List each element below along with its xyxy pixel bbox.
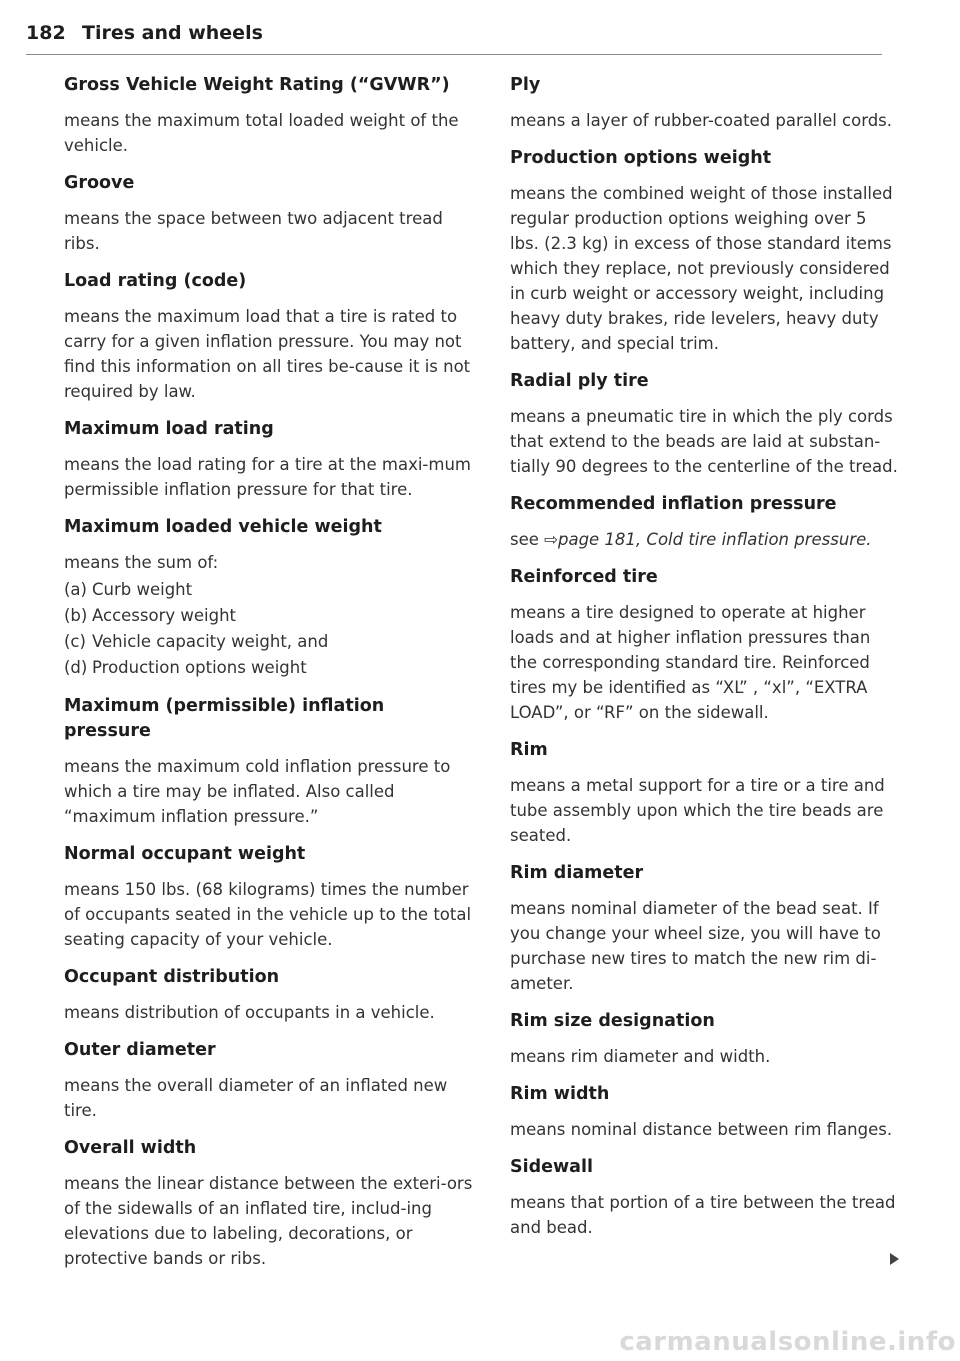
glossary-entry-load-rating (64, 269, 474, 404)
glossary-entry-overall-width (64, 1136, 474, 1271)
glossary-entry-rim-size-designation (510, 1009, 900, 1069)
left-column (64, 73, 474, 1284)
term-definition: means a layer of rubber-coated parallel cords. (510, 111, 893, 130)
glossary-entry-rim-diameter (510, 861, 900, 996)
term-definition: means a pneumatic tire in which the ply cords that extend to the beads are laid at substan-tially 90 degrees to the centerline of the tread. (510, 407, 898, 476)
term-definition: means distribution of occupants in a vehicle. (64, 1003, 435, 1022)
term-heading: Maximum (permissible) inflation pressure (64, 696, 385, 741)
term-definition: means the maximum cold inflation pressure to which a tire may be inflated. Also called “maximum inflation pressure.” (64, 757, 451, 826)
glossary-entry-radial-ply-tire (510, 369, 900, 479)
term-definition: means a metal support for a tire or a tire and tube assembly upon which the tire beads are seated. (510, 776, 885, 845)
glossary-entry-max-load-rating (64, 417, 474, 502)
term-heading: Overall width (64, 1138, 197, 1158)
page-reference-link[interactable]: page 181, Cold tire inflation pressure. (557, 530, 872, 549)
glossary-entry-production-options-weight (510, 146, 900, 356)
term-definition: means nominal distance between rim flanges. (510, 1120, 893, 1139)
glossary-entry-rim-width (510, 1082, 900, 1142)
glossary-entry-groove (64, 171, 474, 256)
right-column (510, 73, 900, 1253)
term-heading: Rim width (510, 1084, 610, 1104)
term-definition: means 150 lbs. (68 kilograms) times the number of occupants seated in the vehicle up to the total seating capacity of your vehicle. (64, 880, 472, 949)
term-heading: Reinforced tire (510, 567, 658, 587)
term-definition: means the sum of: (64, 553, 219, 572)
term-heading: Rim (510, 740, 548, 760)
term-heading: Outer diameter (64, 1040, 216, 1060)
term-definition: means a tire designed to operate at higher loads and at higher inflation pressures than the corresponding standard tire. Reinforced tires my be identified as “XL” , “xl”, “EXTRA LOAD”, or “RF” on the sidewall. (510, 603, 871, 722)
term-heading: Occupant distribution (64, 967, 280, 987)
term-heading: Gross Vehicle Weight Rating (“GVWR”) (64, 75, 450, 95)
term-heading: Ply (510, 75, 541, 95)
glossary-entry-outer-diameter (64, 1038, 474, 1123)
glossary-entry-sidewall (510, 1155, 900, 1240)
term-heading: Production options weight (510, 148, 772, 168)
term-heading: Maximum loaded vehicle weight (64, 517, 382, 537)
term-definition: means the linear distance between the exteri-ors of the sidewalls of an inflated tire, includ-ing elevations due to labeling, decorations, or protective bands or ribs. (64, 1174, 473, 1268)
glossary-entry-rim (510, 738, 900, 848)
glossary-entry-normal-occupant-weight (64, 842, 474, 952)
term-definition: means the load rating for a tire at the maxi-mum permissible inflation pressure for that tire. (64, 455, 471, 499)
watermark: carmanualsonline.info (619, 1327, 956, 1357)
sum-list (64, 577, 474, 681)
term-definition: means the maximum load that a tire is rated to carry for a given inflation pressure. You may not find this information on all tires be-cause it is not required by law. (64, 307, 471, 401)
term-heading: Normal occupant weight (64, 844, 306, 864)
term-heading: Radial ply tire (510, 371, 649, 391)
term-heading: Load rating (code) (64, 271, 247, 291)
term-definition: means the space between two adjacent tread ribs. (64, 209, 443, 253)
term-definition: means the combined weight of those installed regular production options weighing over 5 lbs. (2.3 kg) in excess of those standard items which they replace, not previously considered in curb weight or accessory weight, including heavy duty brakes, ride levelers, heavy duty battery, and special trim. (510, 184, 893, 353)
term-heading: Rim diameter (510, 863, 644, 883)
list-item: (d) Production options weight (64, 658, 307, 677)
term-heading: Sidewall (510, 1157, 593, 1177)
glossary-entry-ply (510, 73, 900, 133)
glossary-entry-max-inflation-pressure (64, 694, 474, 829)
term-heading: Groove (64, 173, 135, 193)
page-number: 182 (26, 22, 66, 44)
page-link-arrow-icon[interactable]: ⇨ (544, 530, 558, 549)
term-definition: means nominal diameter of the bead seat. If you change your wheel size, you will have to purchase new tires to match the new rim di-ameter. (510, 899, 881, 993)
term-heading: Recommended inflation pressure (510, 494, 837, 514)
term-definition: means that portion of a tire between the tread and bead. (510, 1193, 896, 1237)
glossary-entry-occupant-distribution (64, 965, 474, 1025)
term-heading: Maximum load rating (64, 419, 274, 439)
continue-arrow-icon (890, 1253, 899, 1265)
glossary-entry-recommended-inflation-pressure (510, 492, 900, 552)
term-definition: means the overall diameter of an inflated new tire. (64, 1076, 448, 1120)
term-definition: means rim diameter and width. (510, 1047, 771, 1066)
page-header (26, 22, 882, 55)
list-item: (b) Accessory weight (64, 606, 237, 625)
term-definition: means the maximum total loaded weight of the vehicle. (64, 111, 459, 155)
glossary-entry-reinforced-tire (510, 565, 900, 725)
section-title: Tires and wheels (82, 22, 263, 44)
list-item: (a) Curb weight (64, 580, 193, 599)
list-item: (c) Vehicle capacity weight, and (64, 632, 329, 651)
glossary-entry-gvwr (64, 73, 474, 158)
term-heading: Rim size designation (510, 1011, 715, 1031)
term-definition: see ⇨page 181, Cold tire inflation pressure. (510, 530, 872, 549)
glossary-entry-max-loaded-vehicle-weight (64, 515, 474, 681)
